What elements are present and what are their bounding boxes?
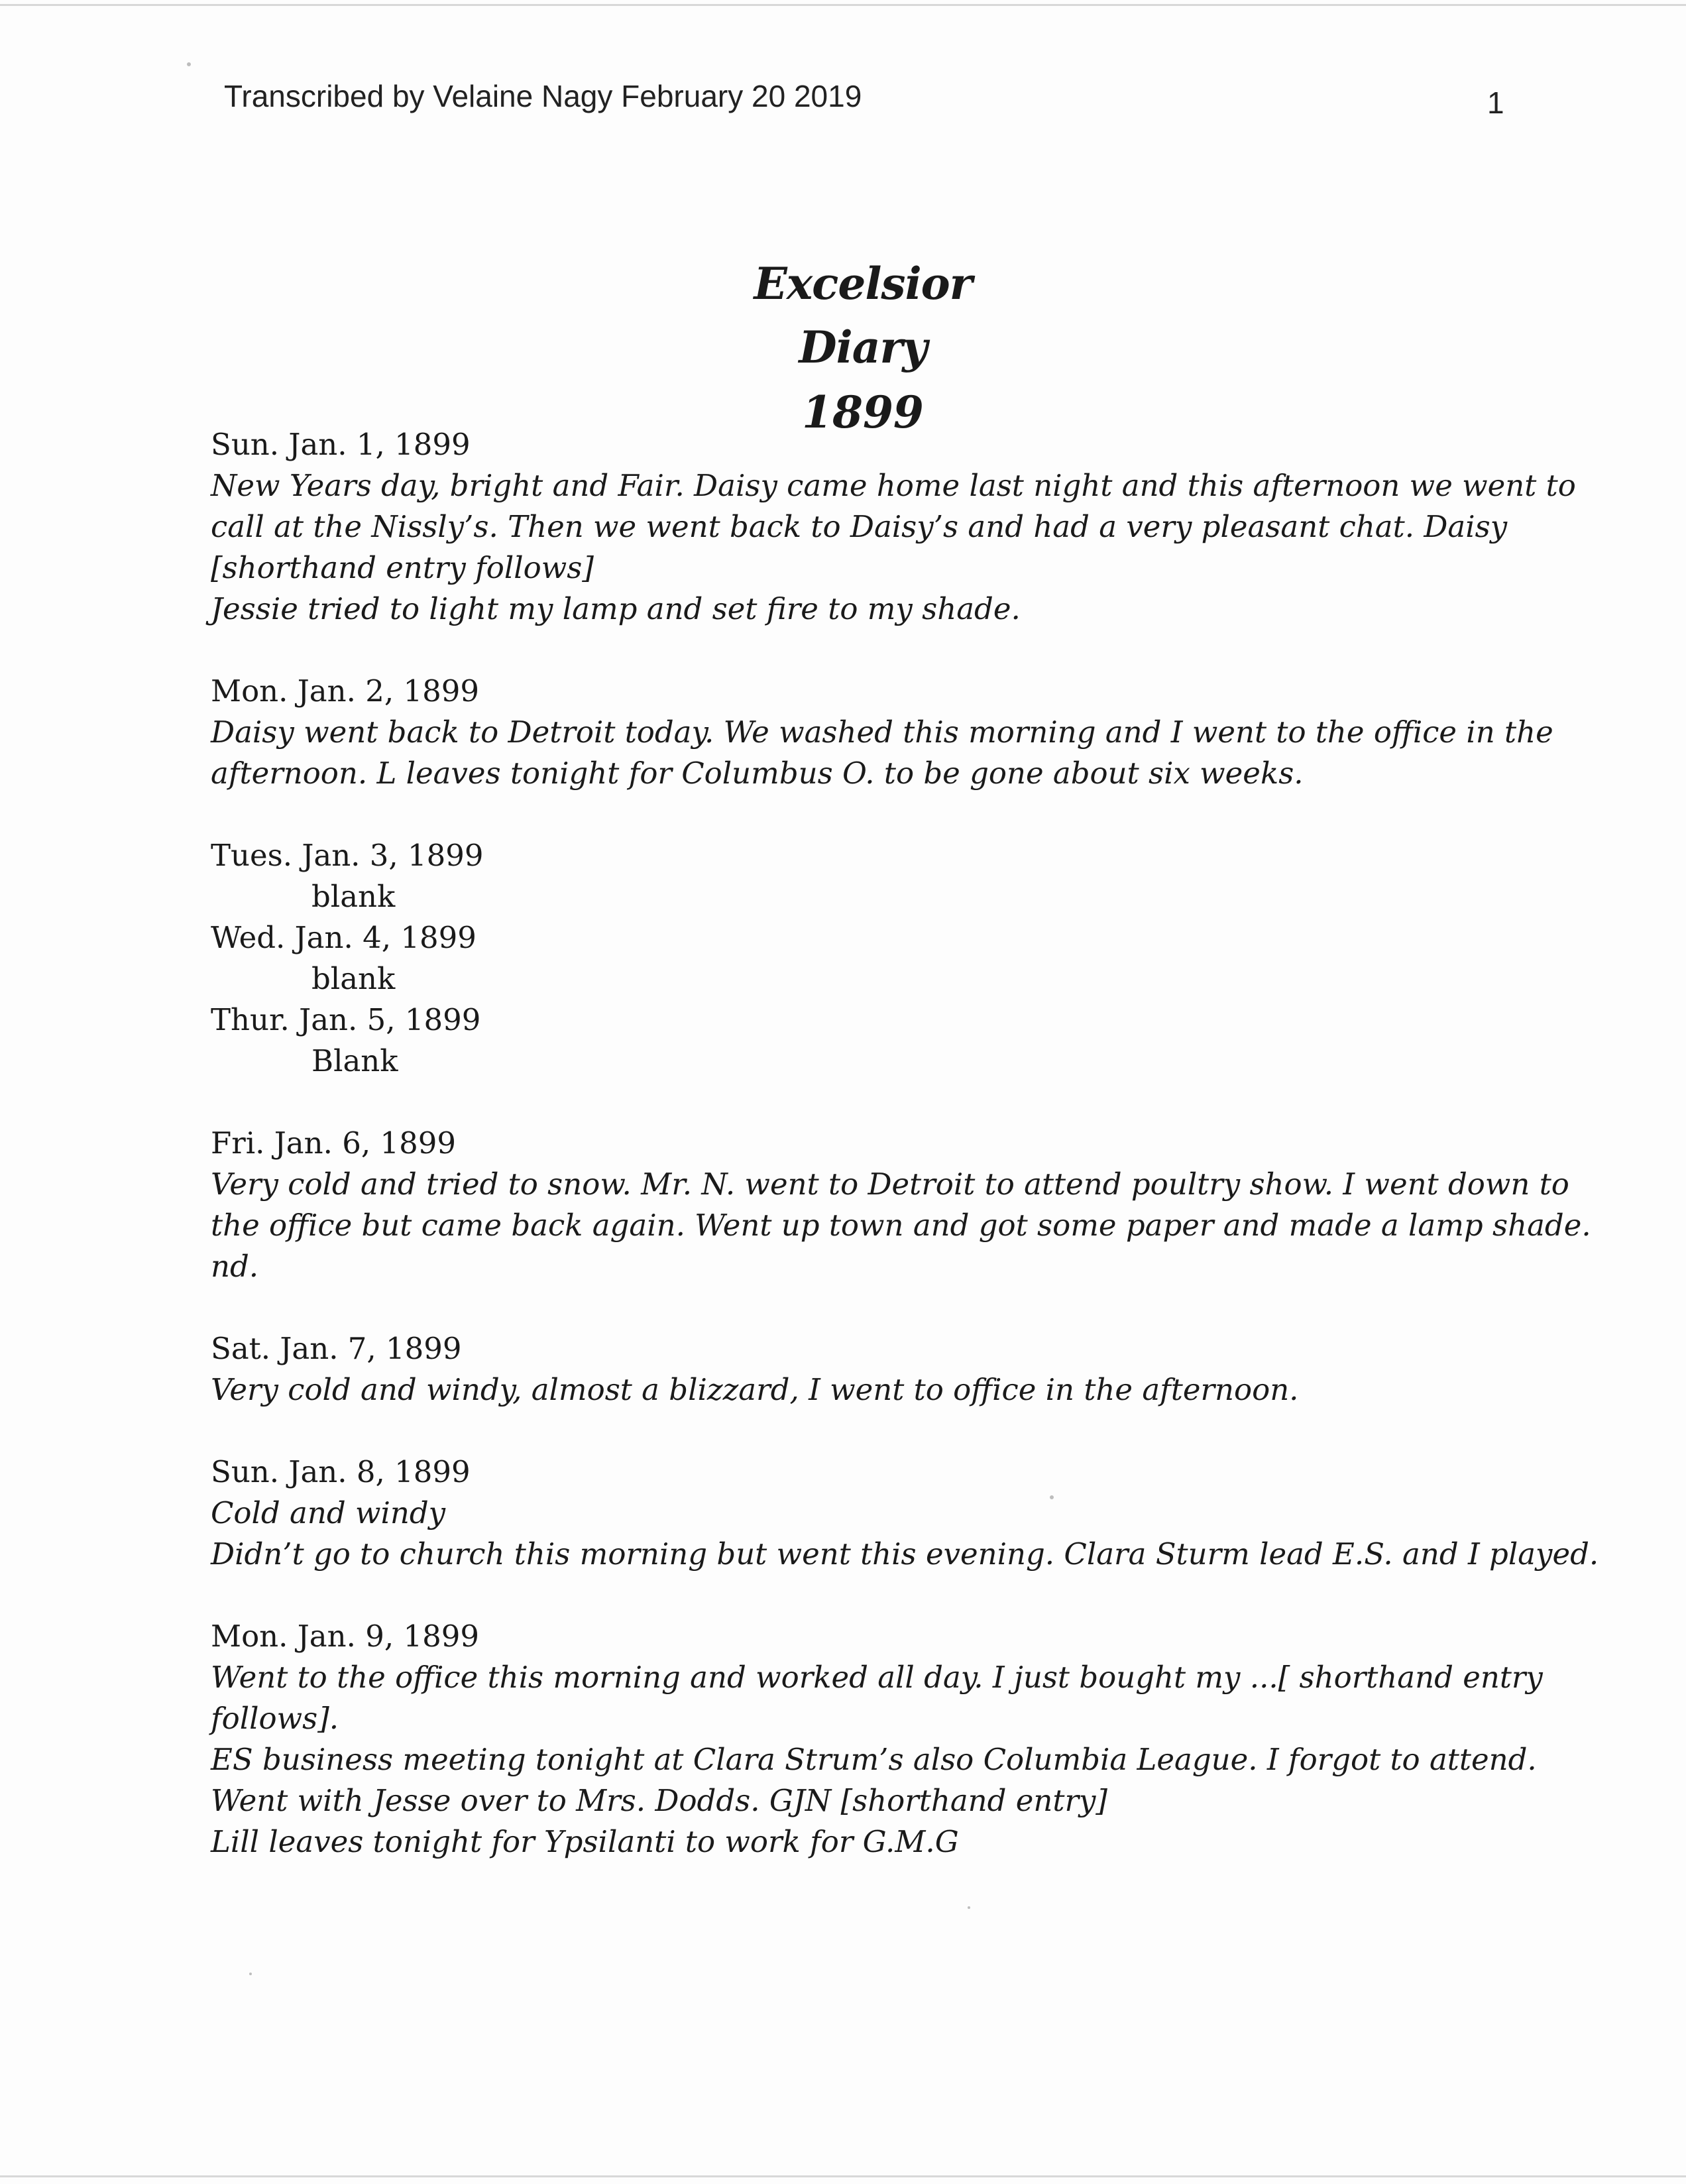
entry-line: Cold and windy	[211, 1495, 446, 1530]
entry-line: the office but came back again. Went up town and got some paper and made a lamp shade.	[211, 1208, 1591, 1243]
entry-line: Lill leaves tonight for Ypsilanti to work for G.M.G	[211, 1824, 959, 1859]
transcriber-note: Transcribed by Velaine Nagy February 20 2019	[224, 79, 862, 113]
diary-entries	[211, 424, 1599, 1863]
entry-line: ES business meeting tonight at Clara Strum’s also Columbia League. I forgot to attend.	[211, 1742, 1537, 1777]
entry-line: New Years day, bright and Fair. Daisy came home last night and this afternoon we went to	[211, 468, 1576, 503]
entry-date: Mon. Jan. 9, 1899	[211, 1619, 479, 1654]
diary-entry	[211, 424, 1576, 630]
entry-line: nd.	[211, 1249, 259, 1284]
entry-note: blank	[311, 879, 396, 914]
entry-date: Sun. Jan. 8, 1899	[211, 1454, 471, 1489]
entry-date: Sun. Jan. 1, 1899	[211, 427, 471, 462]
diary-title-block	[710, 252, 1015, 445]
scan-speck	[187, 62, 191, 66]
entry-line: Daisy went back to Detroit today. We washed this morning and I went to the office in the	[211, 715, 1553, 750]
diary-year: 1899	[802, 386, 924, 438]
entry-date: Thur. Jan. 5, 1899	[211, 1002, 481, 1037]
entry-line: Didn’t go to church this morning but went this evening. Clara Sturm lead E.S. and I played.	[211, 1536, 1599, 1572]
entry-line: Went to the office this morning and worked all day. I just bought my ...[ shorthand entry	[211, 1660, 1543, 1695]
page-number: 1	[1487, 86, 1504, 120]
scan-speck	[249, 1973, 252, 1975]
scan-edge-bottom	[0, 2175, 1686, 2177]
entry-date: Fri. Jan. 6, 1899	[211, 1125, 456, 1161]
scan-speck	[1050, 1495, 1054, 1499]
scan-edge-top	[0, 4, 1686, 6]
entry-line: follows].	[211, 1701, 339, 1736]
diary-entry	[211, 1452, 1599, 1575]
entry-line: Very cold and windy, almost a blizzard, I went to office in the afternoon.	[211, 1372, 1299, 1407]
entry-date: Sat. Jan. 7, 1899	[211, 1331, 462, 1366]
entry-line: afternoon. L leaves tonight for Columbus O. to be gone about six weeks.	[211, 756, 1304, 791]
diary-entry	[211, 1616, 1543, 1863]
entry-line: call at the Nissly’s. Then we went back to Daisy’s and had a very pleasant chat. Daisy	[211, 509, 1508, 544]
diary-entry	[211, 671, 1553, 794]
diary-entry-group	[211, 835, 1510, 1082]
entry-line: Went with Jesse over to Mrs. Dodds. GJN [shorthand entry]	[211, 1783, 1107, 1818]
entry-line: Very cold and tried to snow. Mr. N. went to Detroit to attend poultry show. I went down to	[211, 1167, 1569, 1202]
entry-line: Jessie tried to light my lamp and set fire to my shade.	[211, 591, 1021, 626]
entry-note: blank	[311, 961, 396, 996]
entry-note: Blank	[311, 1043, 398, 1078]
diary-title: Excelsior Diary	[754, 258, 972, 373]
entry-line: [shorthand entry follows]	[211, 550, 594, 585]
diary-entry	[211, 1328, 1510, 1410]
entry-date: Wed. Jan. 4, 1899	[211, 920, 477, 955]
entry-date: Mon. Jan. 2, 1899	[211, 673, 479, 709]
entry-date: Tues. Jan. 3, 1899	[211, 838, 484, 873]
scan-speck	[968, 1906, 970, 1909]
diary-entry	[211, 1123, 1591, 1287]
